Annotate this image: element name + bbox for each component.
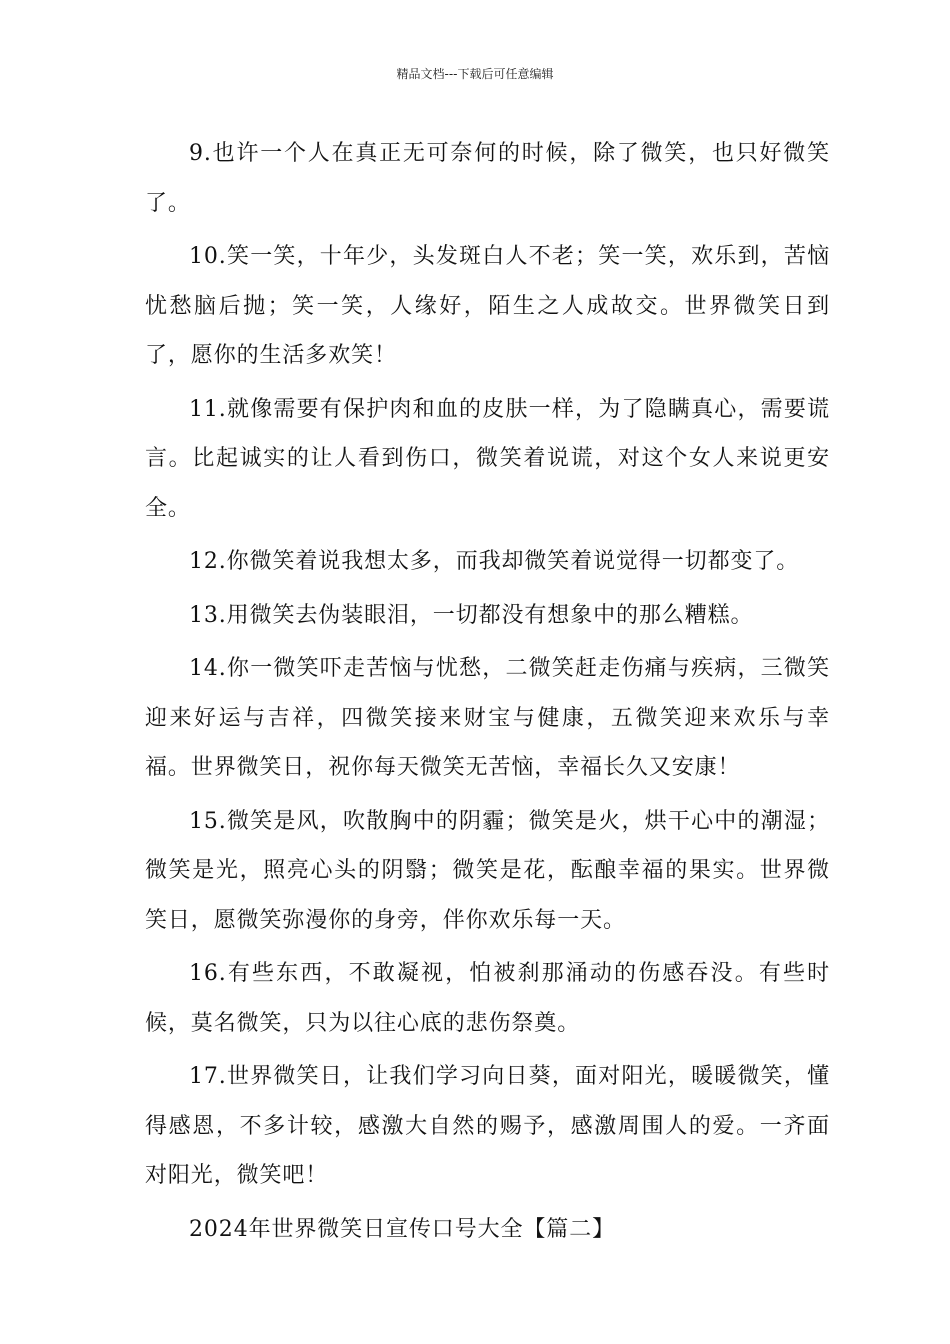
section-title: 2024年世界微笑日宣传口号大全【篇二】 [189,1216,615,1242]
paragraph-item-15: 15.微笑是风，吹散胸中的阴霾；微笑是火，烘干心中的潮湿；微笑是光，照亮心头的阴翳；微笑是花，酝酿幸福的果实。世界微笑日，愿微笑弥漫你的身旁，伴你欢乐每一天。 [145,808,830,933]
paragraph-item-13: 13.用微笑去伪装眼泪，一切都没有想象中的那么糟糕。 [189,602,754,628]
paragraph-item-10: 10.笑一笑，十年少，头发斑白人不老；笑一笑，欢乐到，苦恼忧愁脑后抛；笑一笑，人缘好，陌生之人成故交。世界微笑日到了，愿你的生活多欢笑！ [145,244,830,368]
page-header: 精品文档---下载后可任意编辑 [396,67,554,81]
document-body [145,129,830,1254]
paragraph-item-14: 14.你一微笑吓走苦恼与忧愁，二微笑赶走伤痛与疾病，三微笑迎来好运与吉祥，四微笑接来财宝与健康，五微笑迎来欢乐与幸福。世界微笑日，祝你每天微笑无苦恼，幸福长久又安康！ [145,656,830,780]
paragraph-item-11: 11.就像需要有保护肉和血的皮肤一样，为了隐瞒真心，需要谎言。比起诚实的让人看到伤口，微笑着说谎，对这个女人来说更安全。 [145,396,830,521]
paragraph-item-9: 9.也许一个人在真正无可奈何的时候，除了微笑，也只好微笑了。 [145,141,830,216]
paragraph-item-12: 12.你微笑着说我想太多，而我却微笑着说觉得一切都变了。 [189,549,800,574]
paragraph-item-16: 16.有些东西，不敢凝视，怕被刹那涌动的伤感吞没。有些时候，莫名微笑，只为以往心底的悲伤祭奠。 [145,961,830,1036]
paragraph-item-17: 17.世界微笑日，让我们学习向日葵，面对阳光，暖暖微笑，懂得感恩，不多计较，感激大自然的赐予，感激周围人的爱。一齐面对阳光，微笑吧！ [145,1064,830,1188]
